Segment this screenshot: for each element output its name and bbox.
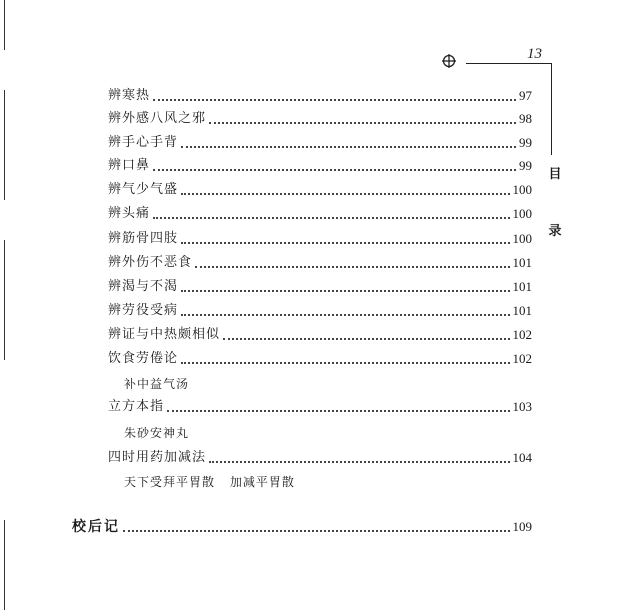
side-title-char: 目 bbox=[548, 167, 562, 182]
toc-entry-page: 100 bbox=[512, 231, 532, 246]
toc-entry-title: 辨口鼻 bbox=[108, 158, 151, 173]
toc-entry[interactable] bbox=[108, 397, 532, 417]
toc-entry[interactable] bbox=[108, 277, 532, 297]
toc-entry-page: 101 bbox=[512, 255, 532, 270]
leader-dots bbox=[223, 338, 509, 340]
toc-entry-title: 辨手心手背 bbox=[108, 135, 179, 150]
toc-entry-title: 辨证与中热颇相似 bbox=[108, 327, 221, 342]
toc-sub-entry[interactable]: 加减平胃散 bbox=[229, 475, 295, 489]
toc-entry-title: 辨寒热 bbox=[108, 88, 151, 103]
toc-entry-title: 辨气少气盛 bbox=[108, 182, 179, 197]
toc-sub-entry[interactable]: 朱砂安神丸 bbox=[124, 426, 190, 440]
toc-entry-title: 辨外伤不恶食 bbox=[108, 255, 193, 270]
leader-dots bbox=[153, 217, 509, 219]
toc-sub-entries bbox=[124, 375, 199, 392]
page-number: 13 bbox=[527, 46, 542, 62]
leader-dots bbox=[181, 242, 509, 244]
toc-entry-page: 102 bbox=[512, 327, 532, 342]
toc-entry[interactable] bbox=[108, 253, 532, 273]
toc-sub-entries bbox=[124, 473, 305, 490]
toc-entry-title: 辨筋骨四肢 bbox=[108, 231, 179, 246]
toc-entry[interactable] bbox=[108, 156, 532, 176]
leader-dots bbox=[181, 193, 509, 195]
toc-entry-page: 101 bbox=[512, 279, 532, 294]
toc-entry-page: 104 bbox=[512, 450, 532, 465]
leader-dots bbox=[181, 146, 516, 148]
toc-entry[interactable] bbox=[108, 109, 532, 129]
toc-entry-title: 辨头痛 bbox=[108, 206, 151, 221]
toc-entry[interactable] bbox=[108, 86, 532, 106]
toc-entry-page: 99 bbox=[519, 135, 532, 150]
toc-entry-title: 辨渴与不渴 bbox=[108, 279, 179, 294]
side-title-char: 录 bbox=[548, 224, 562, 239]
leader-dots bbox=[181, 290, 509, 292]
toc-entry-page: 103 bbox=[512, 399, 532, 414]
leader-dots bbox=[181, 314, 509, 316]
leader-dots bbox=[209, 122, 516, 124]
toc-entry-title: 饮食劳倦论 bbox=[108, 351, 179, 366]
leader-dots bbox=[195, 266, 509, 268]
toc-entry[interactable] bbox=[108, 180, 532, 200]
toc-entry-page: 100 bbox=[512, 206, 532, 221]
leader-dots bbox=[181, 362, 509, 364]
toc-entry-page: 97 bbox=[519, 88, 532, 103]
toc-entry-page: 100 bbox=[512, 182, 532, 197]
toc-sub-entries bbox=[124, 424, 199, 441]
toc-sub-entry[interactable]: 天下受拜平胃散 bbox=[124, 475, 216, 489]
toc-entry[interactable] bbox=[108, 229, 532, 249]
toc-entry-afterword[interactable] bbox=[72, 517, 532, 537]
toc-entry-title: 立方本指 bbox=[108, 399, 165, 414]
toc-entry[interactable] bbox=[108, 448, 532, 468]
toc-entry[interactable] bbox=[108, 133, 532, 153]
leader-dots bbox=[153, 99, 516, 101]
leader-dots bbox=[167, 410, 509, 412]
toc-entry-page: 99 bbox=[519, 158, 532, 173]
toc-entry-page: 102 bbox=[512, 351, 532, 366]
toc-entry-title: 四时用药加减法 bbox=[108, 450, 207, 465]
toc-entry-title: 辨劳役受病 bbox=[108, 303, 179, 318]
toc-entry[interactable] bbox=[108, 325, 532, 345]
toc-entry-page: 98 bbox=[519, 111, 532, 126]
leader-dots bbox=[209, 461, 509, 463]
toc-entry-page: 109 bbox=[512, 519, 532, 534]
toc-entry-page: 101 bbox=[512, 303, 532, 318]
toc-entry[interactable] bbox=[108, 301, 532, 321]
toc-entry-title: 校后记 bbox=[72, 519, 120, 535]
leader-dots bbox=[123, 530, 510, 532]
toc-entry-title: 辨外感八风之邪 bbox=[108, 111, 207, 126]
toc-entry[interactable] bbox=[108, 349, 532, 369]
toc-entry[interactable] bbox=[108, 204, 532, 224]
leader-dots bbox=[153, 169, 516, 171]
toc-sub-entry[interactable]: 补中益气汤 bbox=[124, 377, 190, 391]
